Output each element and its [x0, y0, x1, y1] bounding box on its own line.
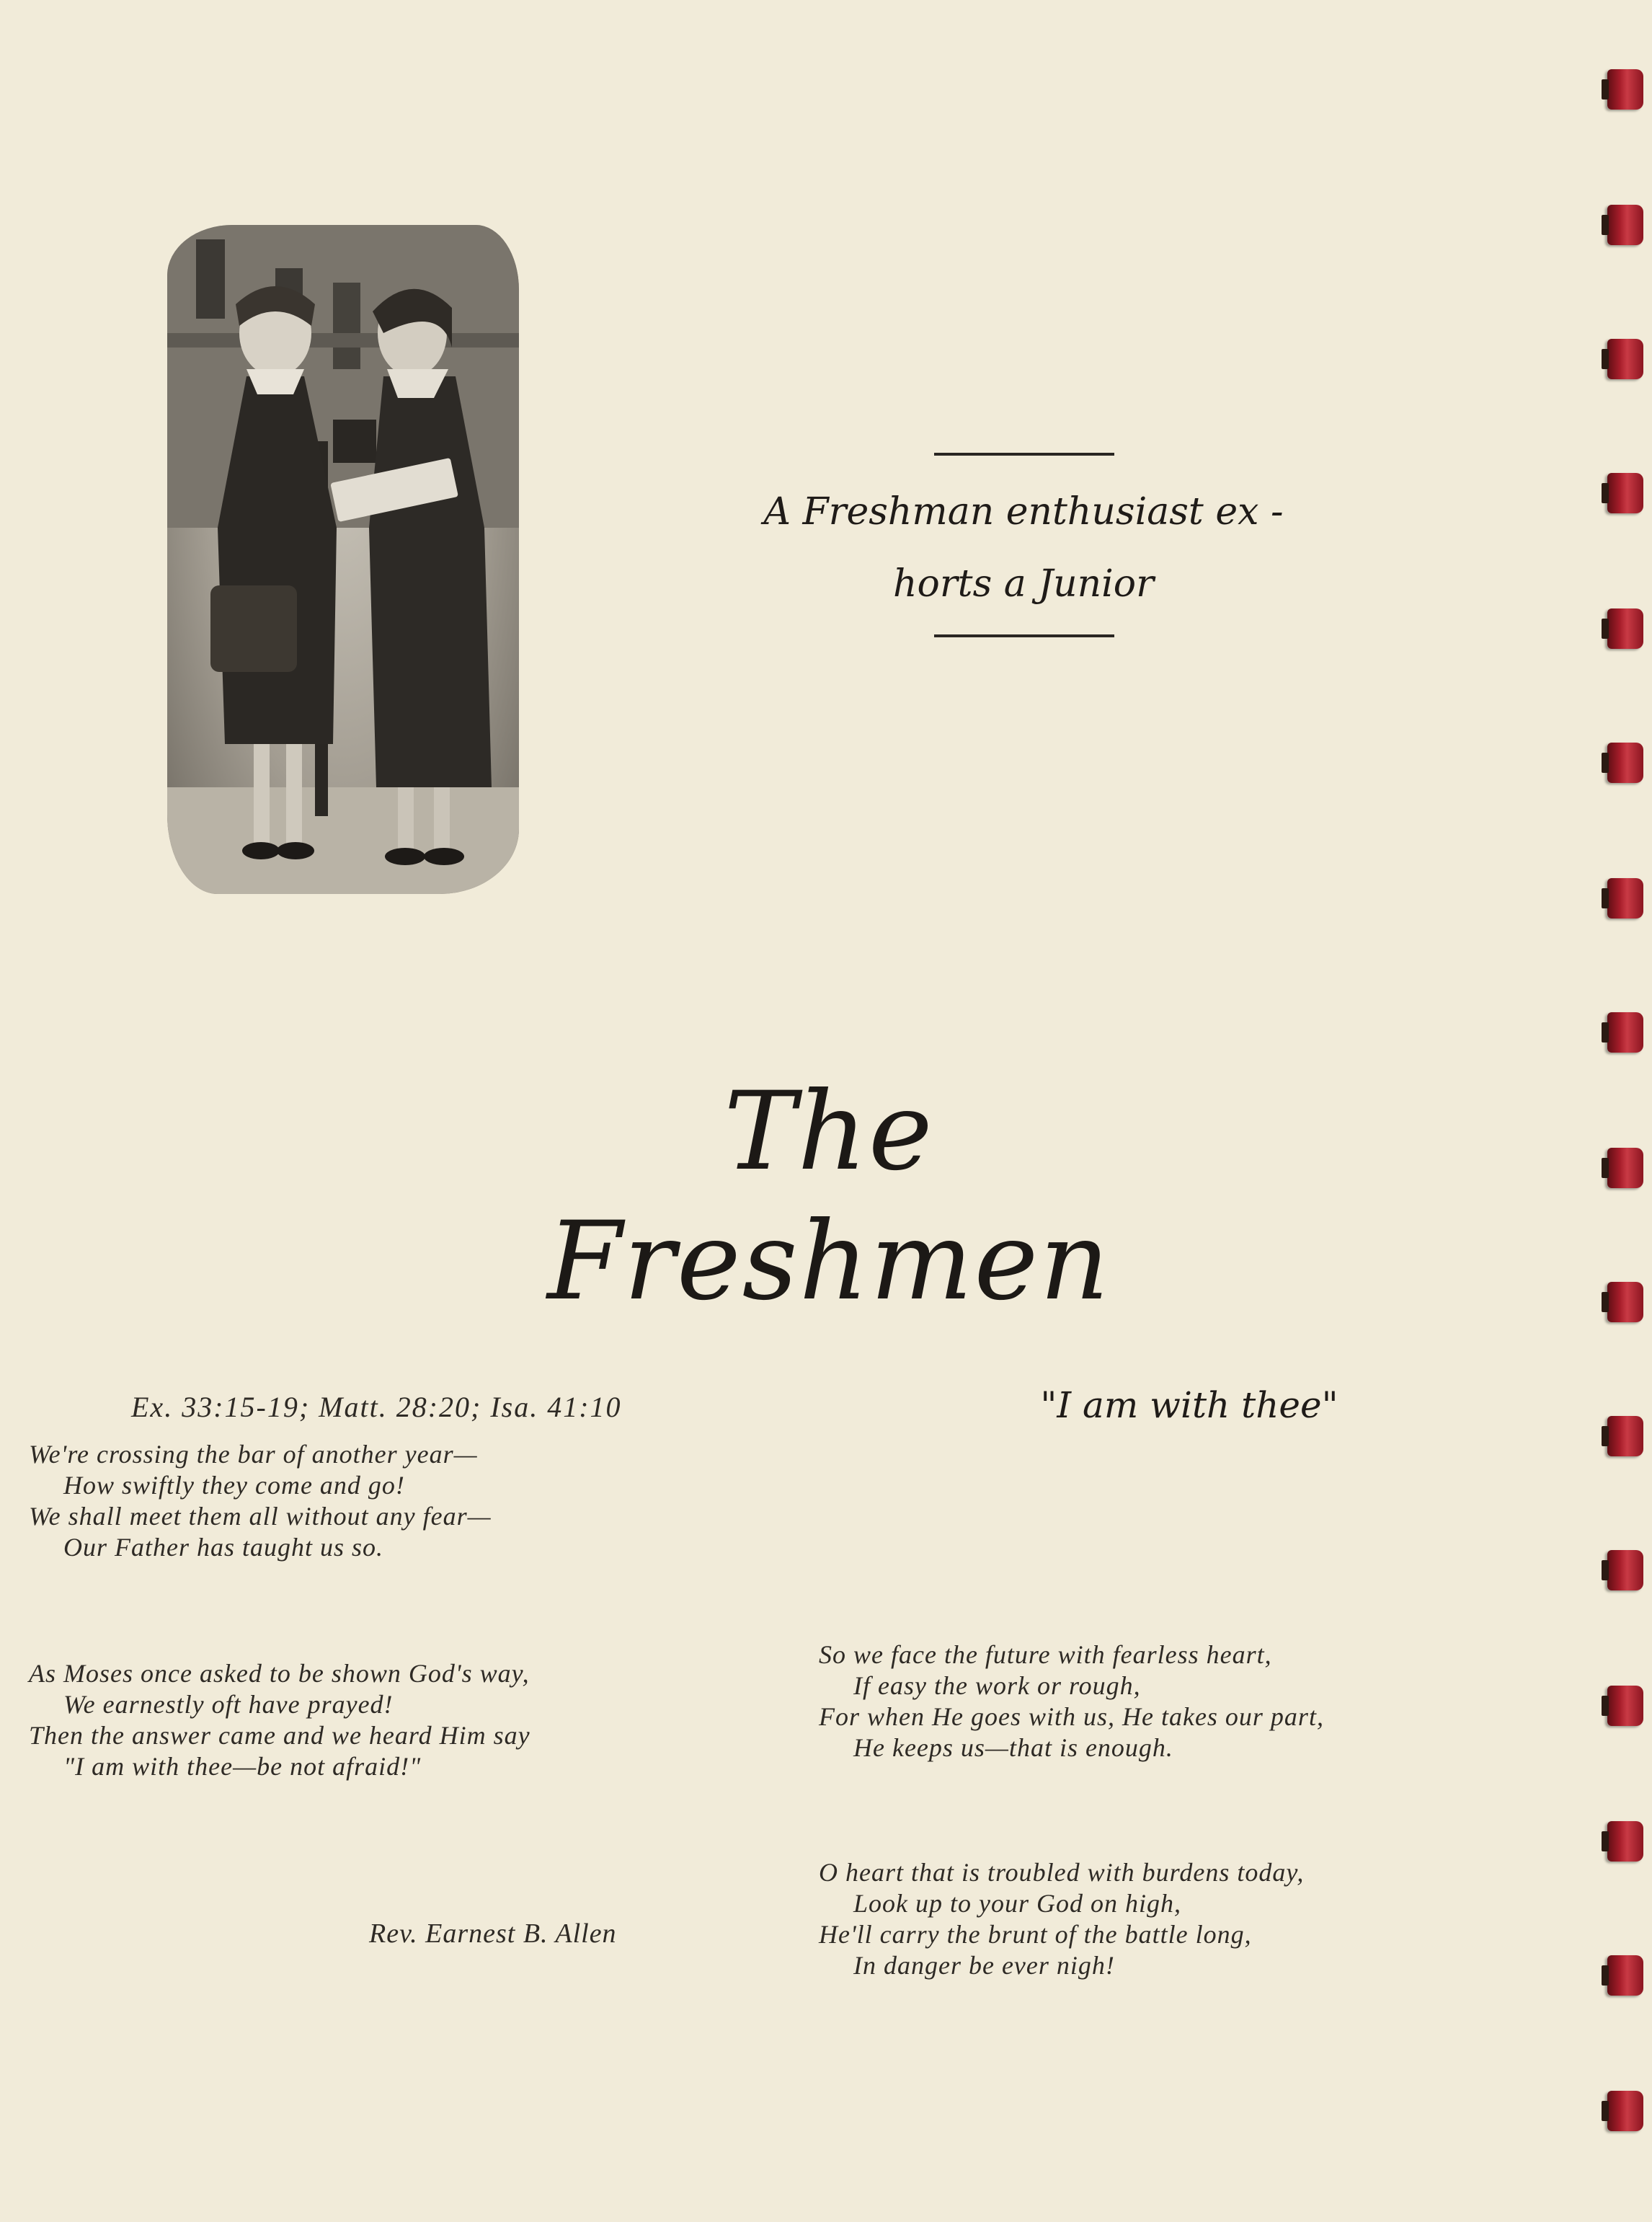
poem-line: We shall meet them all without any fear—	[29, 1502, 492, 1531]
poem-line: Our Father has taught us so.	[63, 1533, 384, 1562]
caption-rule-top	[934, 453, 1114, 456]
binding-ring	[1607, 1550, 1643, 1590]
poem-stanza	[819, 1857, 1304, 1981]
binding-ring	[1607, 473, 1643, 513]
binding-ring	[1607, 878, 1643, 919]
binding-ring	[1607, 1955, 1643, 1996]
caption-line-2: horts a Junior	[893, 562, 1154, 606]
poem-line: Look up to your God on high,	[853, 1889, 1181, 1918]
poem-stanza	[29, 1439, 492, 1563]
poem-stanza	[29, 1658, 530, 1782]
caption-line-1: A Freshman enthusiast ex -	[763, 490, 1284, 534]
poem-line: O heart that is troubled with burdens today,	[819, 1858, 1305, 1887]
poem-line: We earnestly oft have prayed!	[63, 1690, 394, 1719]
poem-line: "I am with thee—be not afraid!"	[63, 1752, 422, 1781]
poem-author: Rev. Earnest B. Allen	[369, 1918, 617, 1949]
binding-ring	[1607, 608, 1643, 649]
motto: "I am with thee"	[1040, 1384, 1338, 1426]
spiral-binding	[1594, 0, 1652, 2222]
poem-line: He keeps us—that is enough.	[853, 1733, 1173, 1762]
binding-ring	[1607, 1012, 1643, 1053]
photo-image	[167, 225, 519, 894]
page-title: The Freshmen	[547, 1069, 1111, 1324]
photo-caption	[750, 476, 1297, 620]
poem-line: In danger be ever nigh!	[853, 1951, 1115, 1980]
poem-line: For when He goes with us, He takes our part,	[819, 1702, 1324, 1731]
binding-ring	[1607, 1282, 1643, 1322]
binding-ring	[1607, 1686, 1643, 1726]
caption-rule-bottom	[934, 634, 1114, 637]
photo-two-students	[167, 225, 519, 894]
poem-line: He'll carry the brunt of the battle long,	[819, 1920, 1252, 1949]
scripture-references: Ex. 33:15-19; Matt. 28:20; Isa. 41:10	[131, 1391, 622, 1423]
binding-ring	[1607, 2091, 1643, 2131]
poem-line: How swiftly they come and go!	[63, 1471, 405, 1500]
poem-line: We're crossing the bar of another year—	[29, 1440, 478, 1469]
binding-ring	[1607, 69, 1643, 110]
binding-ring	[1607, 1148, 1643, 1188]
poem-stanza	[819, 1639, 1324, 1763]
binding-ring	[1607, 205, 1643, 245]
binding-ring	[1607, 339, 1643, 379]
poem-line: So we face the future with fearless heart,	[819, 1640, 1272, 1669]
poem-line: Then the answer came and we heard Him say	[29, 1721, 530, 1750]
binding-ring	[1607, 1416, 1643, 1456]
poem-line: As Moses once asked to be shown God's way,	[29, 1659, 530, 1688]
binding-ring	[1607, 1821, 1643, 1862]
poem-line: If easy the work or rough,	[853, 1671, 1141, 1700]
binding-ring	[1607, 743, 1643, 783]
